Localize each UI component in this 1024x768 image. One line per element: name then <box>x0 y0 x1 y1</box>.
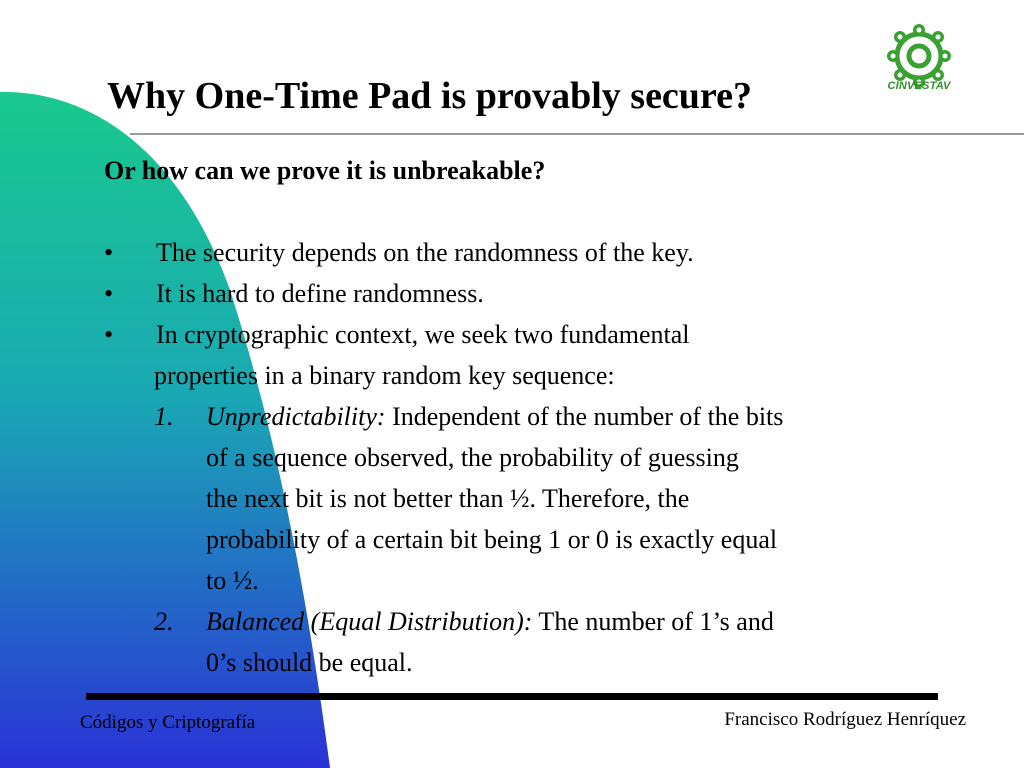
list-item-line: 0’s should be equal. <box>206 648 413 677</box>
term: Unpredictability: <box>206 402 386 431</box>
definition-text: Independent of the number of the bits <box>385 402 784 431</box>
list-item-line: the next bit is not better than ½. Therefore, the <box>206 484 690 513</box>
footer-author: Francisco Rodríguez Henríquez <box>724 709 966 730</box>
term: Balanced (Equal Distribution): <box>206 607 533 636</box>
definition-text: The number of 1’s and <box>532 607 774 636</box>
bullet-marker: • <box>104 238 114 267</box>
slide-title: Why One-Time Pad is provably secure? <box>107 75 752 117</box>
list-number: 1. <box>154 402 174 431</box>
bullet-text: The security depends on the randomness of the key. <box>156 238 694 267</box>
list-item-line: to ½. <box>206 566 259 595</box>
list-item-line: probability of a certain bit being 1 or 0 is exactly equal <box>206 525 778 554</box>
slide-subtitle: Or how can we prove it is unbreakable? <box>104 156 546 185</box>
list-item-first-line <box>206 605 774 639</box>
bullet-marker: • <box>104 279 114 308</box>
bullet-continuation: properties in a binary random key sequence: <box>154 361 615 390</box>
footer-course-name: Códigos y Criptografía <box>80 712 256 733</box>
bullet-text: In cryptographic context, we seek two fundamental <box>156 320 690 349</box>
logo-name: CINVESTAV <box>887 80 951 92</box>
bullet-text: It is hard to define randomness. <box>156 279 484 308</box>
list-item-first-line <box>206 400 783 434</box>
list-item-line: of a sequence observed, the probability of guessing <box>206 443 739 472</box>
bullet-marker: • <box>104 320 114 349</box>
footer-divider <box>86 693 938 700</box>
list-number: 2. <box>154 607 174 636</box>
